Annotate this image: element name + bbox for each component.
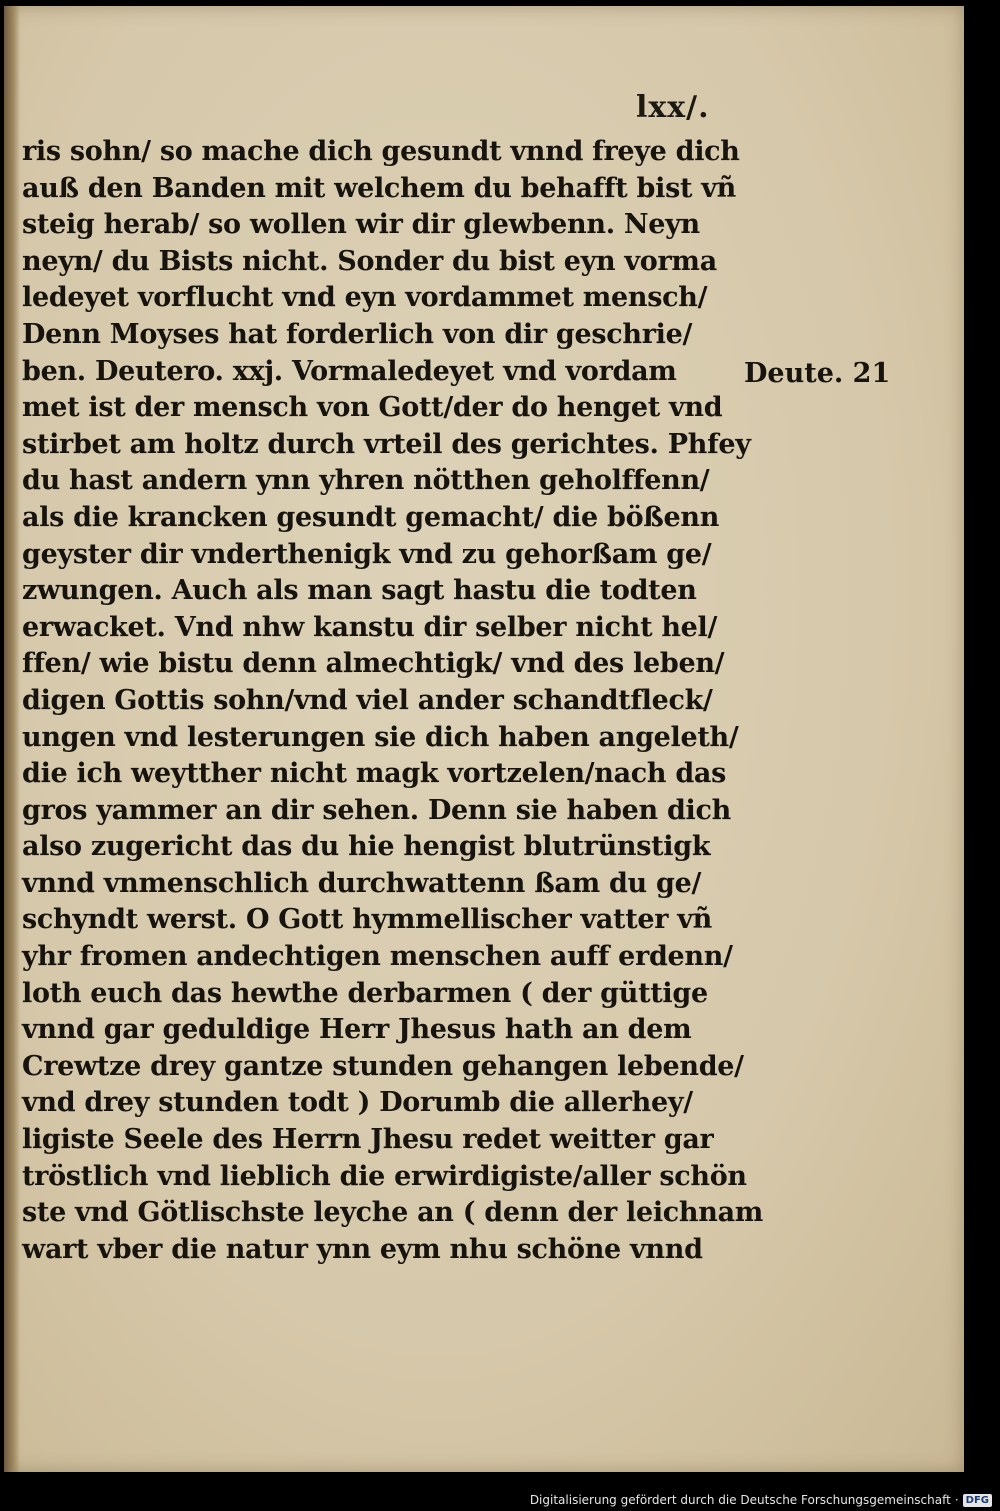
text-line: ste vnd Götlischste leyche an ( denn der leichnam [22, 1197, 764, 1229]
text-block [22, 134, 764, 1268]
text-line: geyster dir vnderthenigk vnd zu gehorßam ge/ [22, 538, 712, 570]
folio-number: lxx/. [636, 90, 710, 125]
text-line: erwacket. Vnd nhw kanstu dir selber nicht hel/ [22, 611, 718, 643]
dfg-logo-icon: DFG [963, 1494, 992, 1507]
text-line: ungen vnd lesterungen sie dich haben angeleth/ [22, 721, 739, 753]
text-line: Crewtze drey gantze stunden gehangen lebende/ [22, 1050, 744, 1082]
text-line: vnnd vnmenschlich durchwattenn ßam du ge/ [22, 867, 702, 899]
text-line: loth euch das hewthe derbarmen ( der güttige [22, 977, 708, 1009]
text-line: vnnd gar geduldige Herr Jhesus hath an dem [22, 1014, 692, 1046]
text-line: met ist der mensch von Gott/der do henget vnd [22, 392, 723, 424]
page-spine-shadow [4, 6, 20, 1472]
marginal-note: Deute. 21 [744, 358, 891, 389]
separator-dot: · [954, 1493, 959, 1507]
text-line: also zugericht das du hie hengist blutrünstigk [22, 831, 711, 863]
text-line: zwungen. Auch als man sagt hastu die todten [22, 575, 697, 607]
text-line: ben. Deutero. xxj. Vormaledeyet vnd vordam [22, 355, 677, 387]
footer-credit [530, 1493, 992, 1507]
text-line: die ich weytther nicht magk vortzelen/nach das [22, 758, 727, 790]
text-line: schyndt werst. O Gott hymmellischer vatter vñ [22, 904, 713, 936]
text-line: wart vber die natur ynn eym nhu schöne vnnd [22, 1233, 703, 1265]
text-line: steig herab/ so wollen wir dir glewbenn. Neyn [22, 209, 700, 241]
text-line: vnd drey stunden todt ) Dorumb die allerhey/ [22, 1087, 693, 1119]
text-line: yhr fromen andechtigen menschen auff erdenn/ [22, 941, 733, 973]
text-line: auß den Banden mit welchem du behafft bist vñ [22, 172, 736, 204]
text-line: Denn Moyses hat forderlich von dir geschrie/ [22, 318, 693, 350]
text-line: du hast andern ynn yhren nötthen geholffenn/ [22, 465, 710, 497]
text-line: digen Gottis sohn/vnd viel ander schandtfleck/ [22, 684, 713, 716]
text-line: stirbet am holtz durch vrteil des gerichtes. Phfey [22, 428, 751, 460]
text-line: neyn/ du Bists nicht. Sonder du bist eyn vorma [22, 245, 717, 277]
text-line: ledeyet vorflucht vnd eyn vordammet mensch/ [22, 282, 708, 314]
text-line: tröstlich vnd lieblich die erwirdigiste/aller schön [22, 1160, 747, 1192]
text-line: ffen/ wie bistu denn almechtigk/ vnd des leben/ [22, 648, 725, 680]
text-line: als die krancken gesundt gemacht/ die bößenn [22, 501, 720, 533]
text-line: gros yammer an dir sehen. Denn sie haben dich [22, 794, 731, 826]
footer-credit-text: Digitalisierung gefördert durch die Deutsche Forschungsgemeinschaft [529, 1493, 951, 1507]
text-line: ligiste Seele des Herrn Jhesu redet weitter gar [22, 1124, 714, 1156]
text-line: ris sohn/ so mache dich gesundt vnnd freye dich [22, 136, 740, 167]
book-page [4, 6, 964, 1472]
